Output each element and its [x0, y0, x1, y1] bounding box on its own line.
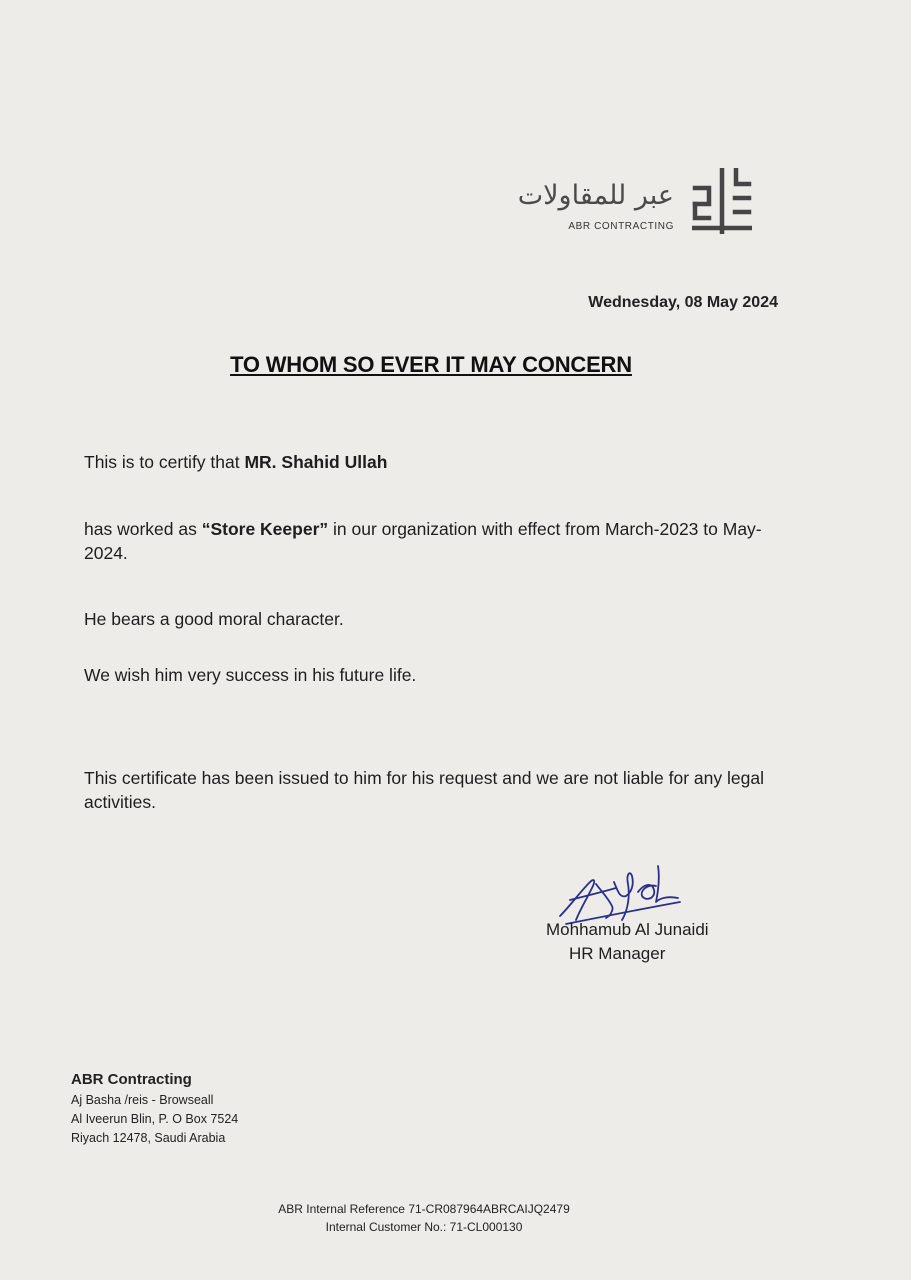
address-company-name: ABR Contracting: [71, 1071, 192, 1088]
signatory-block: [546, 918, 709, 966]
employee-name: MR. Shahid Ullah: [244, 452, 388, 472]
wishes-paragraph: We wish him very success in his future life.: [84, 665, 417, 685]
address-line-1: Aj Basha /reis - Browseall: [71, 1093, 214, 1107]
job-title: “Store Keeper”: [201, 519, 329, 539]
logo-mark-icon: [692, 168, 752, 234]
character-paragraph: He bears a good moral character.: [84, 609, 344, 629]
signatory-name: Mohhamub Al Junaidi: [546, 920, 709, 939]
signatory-title: HR Manager: [569, 944, 666, 963]
customer-number: Internal Customer No.: 71-CL000130: [325, 1220, 523, 1234]
disclaimer-paragraph: This certificate has been issued to him for his request and we are not liable for any legal activities.: [84, 768, 764, 812]
address-line-3: Riyach 12478, Saudi Arabia: [71, 1131, 226, 1145]
certify-paragraph: [84, 450, 764, 474]
internal-reference: ABR Internal Reference 71-CR087964ABRCAIJQ2479: [278, 1202, 570, 1216]
company-address: [71, 1070, 238, 1148]
worked-suffix: in our organization with effect from March-2023 to May-2024.: [84, 519, 762, 563]
employment-paragraph: [84, 517, 764, 565]
letter-date: Wednesday, 08 May 2024: [588, 294, 778, 311]
address-line-2: Al Iveerun Blin, P. O Box 7524: [71, 1112, 239, 1126]
letter-heading: TO WHOM SO EVER IT MAY CONCERN: [230, 352, 632, 377]
worked-prefix: has worked as: [84, 519, 202, 539]
certify-prefix: This is to certify that: [84, 452, 245, 472]
company-logo: [517, 168, 760, 238]
logo-english-name: ABR CONTRACTING: [568, 221, 674, 232]
footer-reference: [0, 1200, 848, 1236]
logo-arabic-name: عبر للمقاولات: [517, 180, 674, 211]
